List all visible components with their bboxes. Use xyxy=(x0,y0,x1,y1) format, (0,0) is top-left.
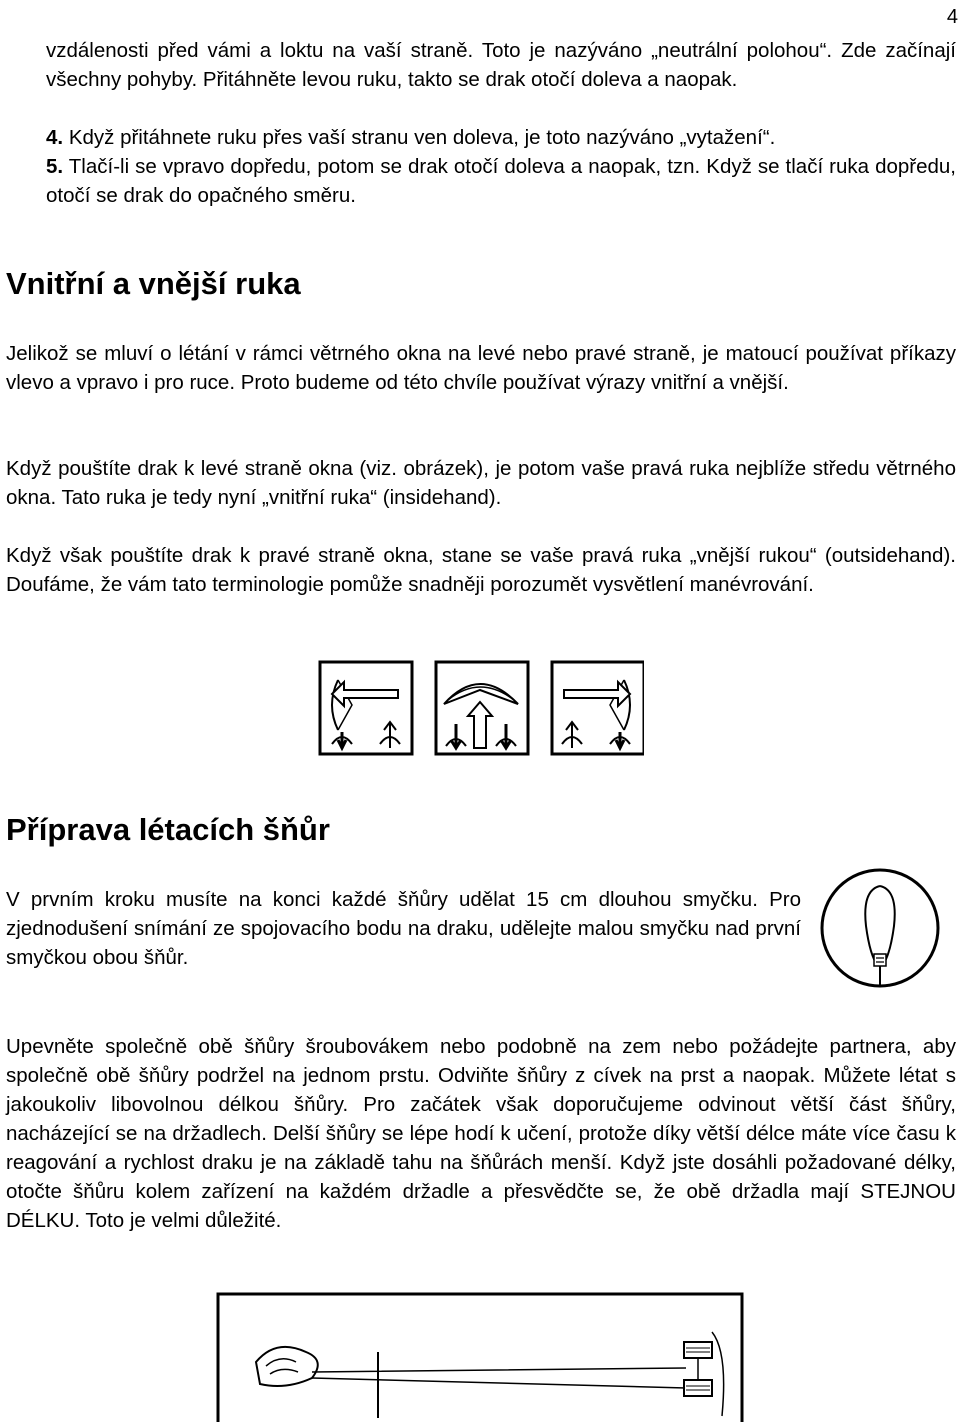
item5-number: 5. xyxy=(46,155,64,178)
hands-lines-icon xyxy=(216,1292,744,1422)
intro-item3-continuation: vzdálenosti před vámi a loktu na vaší straně. Toto je nazýváno „neutrální polohou“. Zde začínají všechny pohyby. Přitáhněte levou ruku, takto se drak otočí doleva a naopak. xyxy=(46,39,956,91)
steering-figure xyxy=(318,660,644,756)
item4-text: Když přitáhnete ruku přes vaší stranu ven doleva, je toto nazýváno „vytažení“. xyxy=(68,126,776,149)
item5-text: Tlačí-li se vpravo dopředu, potom se drak otočí doleva a naopak, tzn. Když se tlačí ruka dopředu, otočí se drak do opačného směru. xyxy=(46,155,956,207)
section2-paragraph2: Upevněte společně obě šňůry šroubovákem nebo podobně na zem nebo požádejte partnera, aby společně obě šňůry podržel na jednom prstu. Odviňte šňůry z cívek na prst a naopak. Můžete létat s jakoukoliv libovolnou délkou šňůry. Pro začátek však doporučujeme odvinout větší část šňůry, nacházející se na držadlech. Delší šňůry se lépe hodí k učení, protože díky větší délce máte více času k reagování a rychlost draku je na základě tahu na šňůrách menší. Když jste dosáhli požadované délky, otočte šňůru kolem zařízení na každém držadle a přesvědčte se, že obě držadla mají STEJNOU DÉLKU. Toto je velmi důležité. xyxy=(6,1035,956,1232)
line-loop-icon xyxy=(818,866,942,990)
intro-item5 xyxy=(46,152,956,210)
section-heading-line-preparation: Příprava létacích šňůr xyxy=(6,812,330,847)
steering-figure-svg xyxy=(318,660,644,756)
arrow-up-panel xyxy=(436,662,528,754)
arrow-left-panel xyxy=(320,662,412,754)
intro-item4 xyxy=(46,123,956,152)
item4-number: 4. xyxy=(46,126,64,149)
section1-paragraph1: Jelikož se mluví o létání v rámci větrného okna na levé nebo pravé straně, je matoucí používat příkazy vlevo a vpravo i pro ruce. Proto budeme od této chvíle používat výrazy vnitřní a vnější. xyxy=(6,342,956,394)
section2-paragraph1: V prvním kroku musíte na konci každé šňůry udělat 15 cm dlouhou smyčku. Pro zjednodušení snímání ze spojovacího bodu na draku, udělejte malou smyčku nad první smyčkou obou šňůr. xyxy=(6,888,801,969)
page-number: 4 xyxy=(946,6,958,28)
arrow-right-panel xyxy=(552,662,644,754)
section1-paragraph3: Když však pouštíte drak k pravé straně okna, stane se vaše pravá ruka „vnější rukou“ (outsidehand). Doufáme, že vám tato terminologie pomůže snadněji porozumět vysvětlení manévrování. xyxy=(6,544,956,596)
section-heading-inner-outer-hand: Vnitřní a vnější ruka xyxy=(6,266,301,301)
section1-paragraph2: Když pouštíte drak k levé straně okna (viz. obrázek), je potom vaše pravá ruka nejblíže středu větrného okna. Tato ruka je tedy nyní „vnitřní ruka“ (insidehand). xyxy=(6,457,956,509)
